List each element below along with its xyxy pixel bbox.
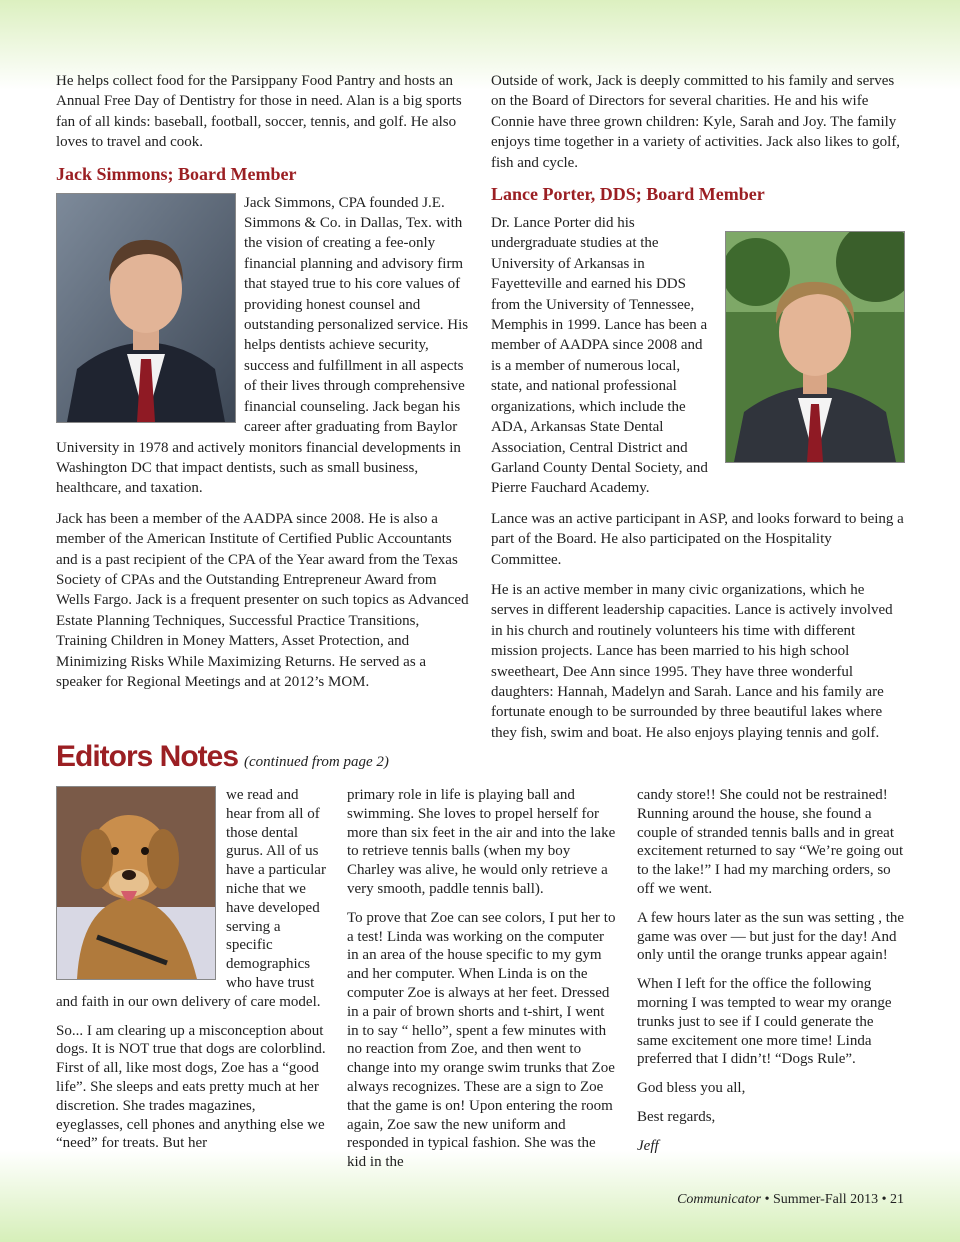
editors-column-3 <box>637 786 907 1166</box>
jack-simmons-photo <box>56 193 236 423</box>
editors-column-1 <box>56 786 326 1163</box>
footer-issue: • Summer-Fall 2013 • 21 <box>764 1192 904 1207</box>
editors-col3-paragraph-1: candy store!! She could not be restrained! Running around the house, she found a couple of stranded tennis balls and in great excitement returned to say “We’re going out to the lake!” I had my marching orders, so off we went. <box>637 787 904 897</box>
footer-publication: Communicator <box>677 1192 762 1207</box>
lance-porter-photo <box>725 231 905 463</box>
editors-signature: Jeff <box>637 1137 659 1154</box>
editors-col1-paragraph-2: So... I am clearing up a misconception about dogs. It is NOT true that dogs are colorblind. First of all, like most dogs, Zoe has a “good life”. She sleeps and eats pretty much at her discretion. She trades magazines, eyeglasses, cell phones and anything else we “need” for treats. But her <box>56 1022 326 1152</box>
alan-intro-paragraph: He helps collect food for the Parsippany Food Pantry and hosts an Annual Free Day of Dentistry for those in need. Alan is a big sports fan of all kinds: baseball, football, soccer, tennis, and golf. He also loves to travel and cook. <box>56 73 462 151</box>
jack-bio-paragraph-1: Jack Simmons, CPA founded J.E. Simmons & Co. in Dallas, Tex. with the vision of creating a fee-only financial planning and advisory firm that stayed true to his core values of providing honest counsel and outstanding personalized service. His helps dentists achieve security, success and fulfillment in all aspects of their lives through comprehensive financial counseling. Jack began his career after graduating from Baylor University in 1978 and actively monitors financial developments in Washington DC that impact dentists, such as small business, healthcare, and taxation. <box>56 194 469 497</box>
lance-bio-paragraph-3: He is an active member in many civic organizations, which he serves in different leadership capacities. Lance is actively involved in his church and routinely volunteers his time with different mission projects. Lance has been married to his high school sweetheart, Dee Ann since 1995. They have three wonderful daughters: Hannah, Madelyn and Sarah. Lance and his family are fortunate enough to be surrounded by three beautiful lakes where they fish, swim and boat. He also enjoys playing tennis and golf. <box>491 581 893 741</box>
editors-notes-heading: Editors Notes <box>56 740 239 773</box>
portrait-man-outdoors-icon <box>726 232 904 462</box>
editors-notes-title <box>56 740 389 774</box>
left-column <box>56 71 470 702</box>
portrait-man-suit-icon <box>57 194 235 422</box>
jack-bio-paragraph-2: Jack has been a member of the AADPA since 2008. He is also a member of the American Institute of Certified Public Accountants and is a past recipient of the CPA of the Year award from the Texas Society of CPAs and the Outstanding Entrepreneur Award from Wells Fargo. Jack is a frequent presenter on such topics as Advanced Estate Planning Techniques, Successful Practice Transitions, Training Children in Money Matters, Asset Protection, and Minimizing Risks While Maximizing Returns. He served as a speaker for Regional Meetings and at 2012’s MOM. <box>56 510 469 690</box>
jack-simmons-heading: Jack Simmons; Board Member <box>56 163 297 184</box>
lance-bio-paragraph-2: Lance was an active participant in ASP, and looks forward to being a part of the Board. He also participated on the Hospitality Committee. <box>491 510 904 568</box>
right-column <box>491 71 905 753</box>
editors-col3-closing-1: God bless you all, <box>637 1080 746 1097</box>
editors-col2-paragraph-1: primary role in life is playing ball and swimming. She loves to propel herself for more than six feet in the air and into the lake to retrieve tennis balls (when my boy Charley was alive, he would only retrieve a very smooth, paddle tennis ball). <box>347 787 616 897</box>
jack-family-paragraph: Outside of work, Jack is deeply committed to his family and serves on the Board of Directors for several charities. He and his wife Connie have three grown children: Kyle, Sarah and Joy. The family enjoys time together in a variety of activities. Jack also likes to golf, fish and cycle. <box>491 73 901 171</box>
editors-column-2 <box>347 786 617 1182</box>
golden-retriever-icon <box>57 787 215 979</box>
editors-col3-closing-2: Best regards, <box>637 1108 716 1125</box>
editors-notes-subtitle: (continued from page 2) <box>244 754 389 770</box>
editors-col2-paragraph-2: To prove that Zoe can see colors, I put her to a test! Linda was working on the computer in an area of the house specific to my gym and her computer. When Linda is on the computer Zoe is always at her feet. Dressed in a pair of brown shorts and t-shirt, I went in to say “ hello”, spent a few minutes with no reaction from Zoe, and then went to change into my orange swim trunks that Zoe always recognizes. These are a sign to Zoe that the game is on! Upon entering the room again, Zoe saw the new uniform and responded in typical fashion. She was the kid in the <box>347 909 616 1171</box>
page-footer <box>677 1192 904 1208</box>
editors-col1-paragraph-1: we read and hear from all of those dental gurus. All of us have a particular niche that we have developed serving a specific demographics who have trust and faith in our own delivery of care model. <box>56 787 326 1010</box>
dog-photo <box>56 786 216 980</box>
editors-col3-paragraph-2: A few hours later as the sun was setting , the game was over — but just for the day! And only until the orange trunks appear again! <box>637 909 905 964</box>
lance-bio-paragraph-1: Dr. Lance Porter did his undergraduate studies at the University of Arkansas in Fayetteville and earned his DDS from the University of Tennessee, Memphis in 1999. Lance has been a member of AADPA since 2008 and is a member of numerous local, state, and national professional organizations, which include the ADA, Arkansas State Dental Association, Central District and Garland County Dental Society, and Pierre Fauchard Academy. <box>491 215 708 497</box>
lance-porter-heading: Lance Porter, DDS; Board Member <box>491 184 765 205</box>
editors-col3-paragraph-3: When I left for the office the following morning I was tempted to wear my orange trunks just to see if I could generate the same excitement one more time! Linda preferred that I didn’t! “Dogs Rule”. <box>637 976 892 1068</box>
